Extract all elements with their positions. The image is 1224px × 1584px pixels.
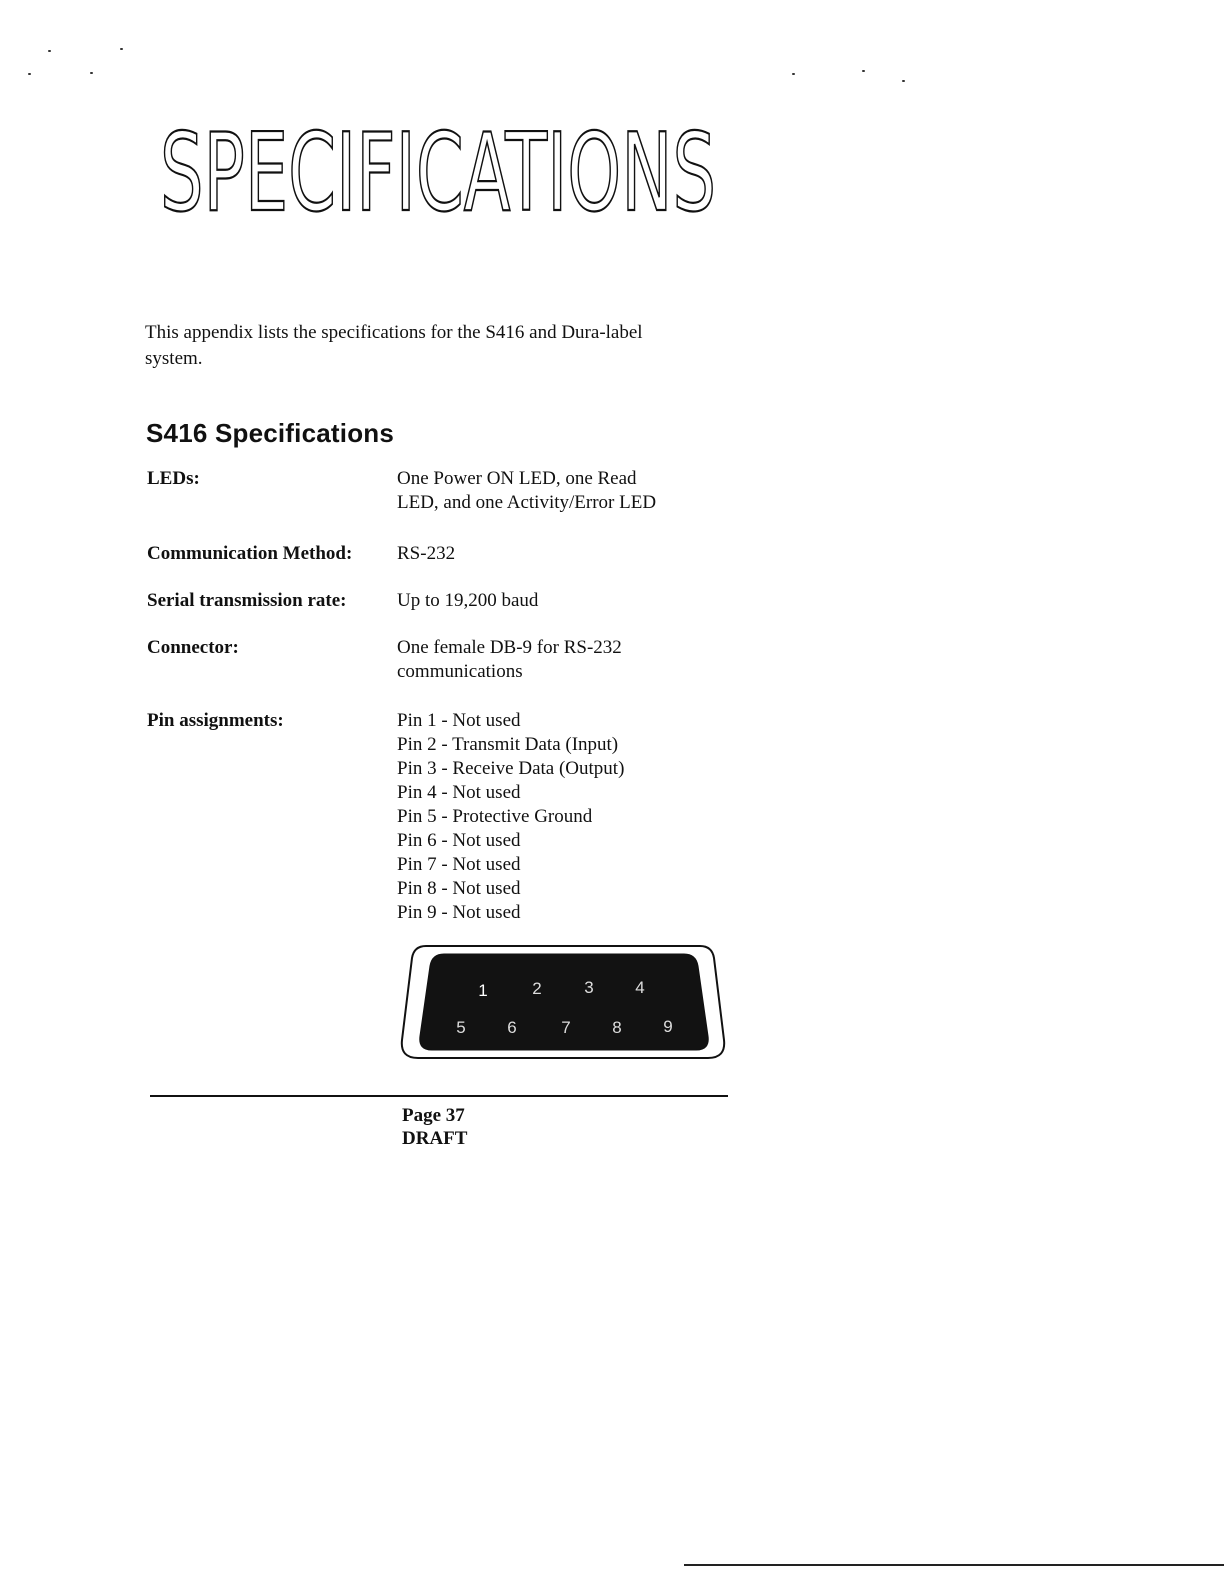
page-title-text: SPECIFICATIONS [160,111,716,236]
draft-label: DRAFT [402,1128,468,1149]
pin-assignment-line: Pin 3 - Receive Data (Output) [397,758,625,779]
pin-number: 3 [584,978,594,997]
spec-value-line: One Power ON LED, one Read [397,468,637,489]
scan-speck [120,48,123,50]
scan-speck [792,73,795,75]
pin-number: 5 [456,1018,466,1037]
scan-speck [862,70,865,72]
spec-label: Connector: [147,637,239,658]
spec-value-line: Up to 19,200 baud [397,590,539,611]
spec-value-line: RS-232 [397,543,456,564]
scan-speck [90,72,93,74]
spec-value-line: One female DB-9 for RS-232 [397,637,622,658]
spec-value [397,542,737,566]
pin-assignment-line: Pin 1 - Not used [397,710,521,731]
spec-value [397,467,737,515]
pin-number: 1 [478,981,488,1000]
page-number: Page 37 [402,1105,465,1126]
page-title [160,111,720,236]
pin-assignment-line: Pin 6 - Not used [397,830,521,851]
pin-assignment-line: Pin 2 - Transmit Data (Input) [397,734,619,755]
pin-assignment-line: Pin 4 - Not used [397,782,521,803]
section-heading: S416 Specifications [146,418,395,448]
footer-divider [150,1095,728,1097]
spec-value-line: communications [397,661,523,682]
spec-label: Serial transmission rate: [147,590,347,611]
scan-speck [28,73,31,75]
pin-assignment-line: Pin 8 - Not used [397,878,521,899]
pin-assignment-line: Pin 7 - Not used [397,854,521,875]
pin-assignment-line: Pin 9 - Not used [397,902,521,923]
scan-speck [48,50,51,52]
spec-value [397,709,737,925]
intro-line: system. [145,348,203,369]
spec-value [397,636,737,684]
pin-number: 6 [507,1018,517,1037]
spec-label: LEDs: [147,468,200,489]
pin-number: 9 [663,1017,673,1036]
spec-value-line: LED, and one Activity/Error LED [397,492,657,513]
intro-line: This appendix lists the specifications for the S416 and Dura-label [145,322,643,343]
page-footer [402,1104,467,1150]
pin-number: 7 [561,1018,571,1037]
pin-number: 2 [532,979,542,998]
spec-value [397,589,737,613]
db9-connector-diagram [400,940,726,1064]
pin-assignment-line: Pin 5 - Protective Ground [397,806,593,827]
scan-speck [902,80,905,82]
pin-number: 8 [612,1018,622,1037]
pin-number: 4 [635,978,645,997]
intro-paragraph [145,320,735,372]
spec-label: Communication Method: [147,543,353,564]
spec-label: Pin assignments: [147,710,284,731]
scan-edge-line [684,1564,1224,1566]
